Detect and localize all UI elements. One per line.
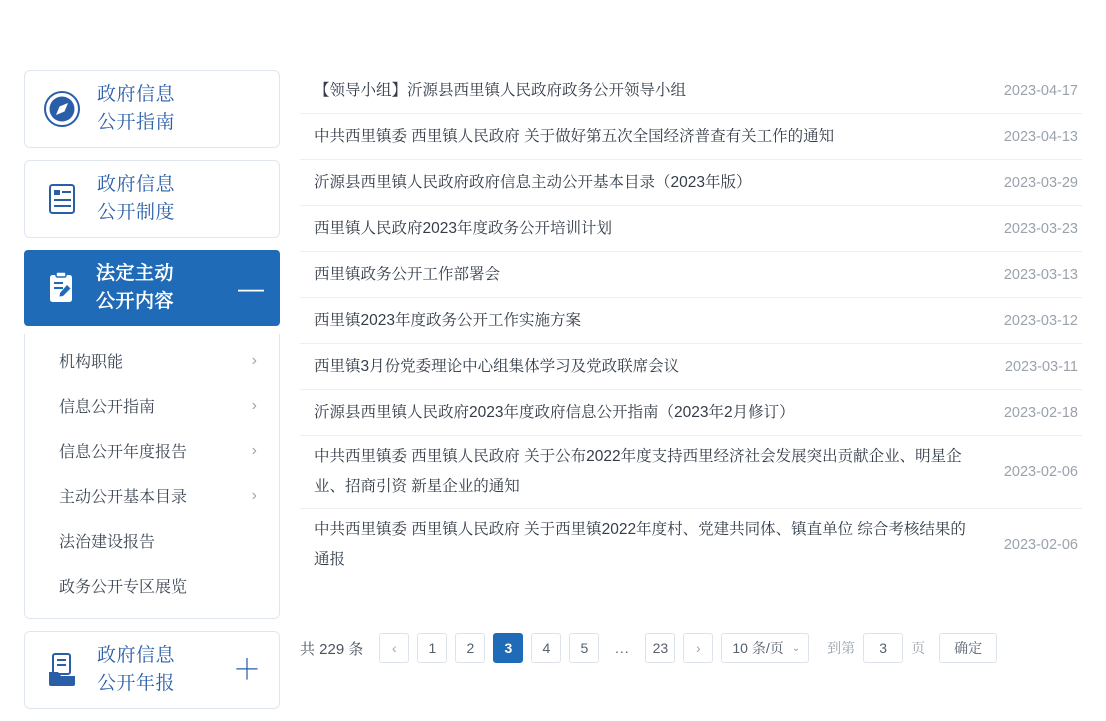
list-item-title[interactable]: 中共西里镇委 西里镇人民政府 关于公布2022年度支持西里经济社会发展突出贡献企业、明星企业、招商引资 新星企业的通知 xyxy=(314,448,962,495)
sidebar-item-label: 信息公开指南 xyxy=(59,399,156,416)
list-item-title[interactable]: 沂源县西里镇人民政府2023年度政府信息公开指南（2023年2月修订） xyxy=(314,403,795,421)
sidebar-card-system[interactable] xyxy=(24,160,280,238)
list-item[interactable] xyxy=(300,114,1082,160)
sidebar-item-xinxi-gongkai-zhinan[interactable] xyxy=(25,383,279,428)
page-size-select[interactable] xyxy=(721,633,809,663)
list-item[interactable] xyxy=(300,252,1082,298)
list-item[interactable] xyxy=(300,509,1082,581)
clipboard-pen-icon xyxy=(38,265,84,311)
list-item[interactable] xyxy=(300,298,1082,344)
sidebar-item-label: 信息公开年度报告 xyxy=(59,444,188,461)
sidebar-item-zhuanqu-zhanlan[interactable] xyxy=(25,563,279,608)
prev-page-button[interactable]: ‹ xyxy=(379,633,409,663)
list-item[interactable] xyxy=(300,68,1082,114)
sidebar-card-statutory[interactable] xyxy=(24,250,280,326)
chevron-right-icon: › xyxy=(251,441,257,459)
sidebar-item-label: 政务公开专区展览 xyxy=(59,579,188,596)
document-list-icon xyxy=(39,176,85,222)
sidebar-item-jigou-zhineng[interactable] xyxy=(25,338,279,383)
list-item-date: 2023-03-23 xyxy=(1003,220,1078,237)
sidebar-item-label: 法治建设报告 xyxy=(59,534,156,551)
sidebar-card-guide-line1: 政府信息 xyxy=(97,84,176,105)
page-button-3[interactable]: 3 xyxy=(493,633,523,663)
sidebar-card-statutory-head[interactable] xyxy=(24,250,280,326)
list-item-title[interactable]: 中共西里镇委 西里镇人民政府 关于西里镇2022年度村、党建共同体、镇直单位 综合考核结果的通报 xyxy=(314,521,966,568)
sidebar-item-label: 机构职能 xyxy=(59,354,124,371)
page-ellipsis[interactable]: ... xyxy=(615,640,630,656)
list-item-date: 2023-03-29 xyxy=(1003,174,1078,191)
chevron-right-icon: › xyxy=(251,396,257,414)
pagination xyxy=(300,633,1090,663)
list-item[interactable] xyxy=(300,344,1082,390)
list-item[interactable] xyxy=(300,436,1082,509)
sidebar-card-statutory-line2: 公开内容 xyxy=(96,291,175,312)
list-item-title[interactable]: 【领导小组】沂源县西里镇人民政府政务公开领导小组 xyxy=(314,81,687,99)
list-item-title[interactable]: 西里镇政务公开工作部署会 xyxy=(314,265,501,283)
sidebar-card-annual-line1: 政府信息 xyxy=(97,645,176,666)
page-button-4[interactable]: 4 xyxy=(531,633,561,663)
list-item-title[interactable]: 西里镇人民政府2023年度政务公开培训计划 xyxy=(314,219,612,237)
list-item-date: 2023-02-06 xyxy=(1003,537,1078,553)
sidebar-card-statutory-line1: 法定主动 xyxy=(96,263,175,284)
sidebar-item-fazhi-jianshe[interactable] xyxy=(25,518,279,563)
chevron-right-icon: › xyxy=(251,486,257,504)
article-list xyxy=(300,68,1082,581)
page-size-value: 10 条/页 xyxy=(732,640,784,656)
page-button-2[interactable]: 2 xyxy=(455,633,485,663)
list-item-date: 2023-03-12 xyxy=(1003,312,1078,329)
sidebar-card-guide-title xyxy=(97,81,175,137)
list-item-date: 2023-04-13 xyxy=(1003,128,1078,145)
page-button-23[interactable]: 23 xyxy=(645,633,675,663)
collapse-toggle-icon[interactable]: — xyxy=(238,273,264,303)
page-button-1[interactable]: 1 xyxy=(417,633,447,663)
jump-label: 到第 xyxy=(827,640,856,656)
sidebar-item-niandu-baogao[interactable] xyxy=(25,428,279,473)
sidebar-submenu xyxy=(24,334,280,619)
folder-doc-icon xyxy=(39,647,85,693)
chevron-down-icon: ⌄ xyxy=(791,642,801,654)
sidebar xyxy=(24,70,280,721)
list-item-title[interactable]: 西里镇2023年度政务公开工作实施方案 xyxy=(314,311,581,329)
sidebar-card-annual-line2: 公开年报 xyxy=(97,673,176,694)
list-item-date: 2023-03-11 xyxy=(1004,358,1078,375)
jump-to-page xyxy=(827,633,925,663)
sidebar-card-system-line1: 政府信息 xyxy=(97,174,176,195)
list-item-title[interactable]: 中共西里镇委 西里镇人民政府 关于做好第五次全国经济普查有关工作的通知 xyxy=(314,127,835,145)
list-item[interactable] xyxy=(300,206,1082,252)
jump-unit: 页 xyxy=(911,640,926,656)
sidebar-card-system-line2: 公开制度 xyxy=(97,202,176,223)
sidebar-card-statutory-title xyxy=(96,260,174,316)
jump-page-input[interactable]: 3 xyxy=(863,633,903,663)
list-item-date: 2023-02-18 xyxy=(1003,404,1078,421)
sidebar-item-jiben-mulu[interactable] xyxy=(25,473,279,518)
list-item[interactable] xyxy=(300,390,1082,436)
confirm-button[interactable]: 确定 xyxy=(939,633,997,663)
sidebar-card-system-head[interactable] xyxy=(25,161,279,237)
next-page-button[interactable]: › xyxy=(683,633,713,663)
expand-toggle-icon[interactable]: ＋ xyxy=(232,654,261,685)
sidebar-card-guide-head[interactable] xyxy=(25,71,279,147)
list-item-title[interactable]: 沂源县西里镇人民政府政府信息主动公开基本目录（2023年版） xyxy=(314,173,752,191)
sidebar-item-label: 主动公开基本目录 xyxy=(59,489,188,506)
sidebar-card-annual[interactable] xyxy=(24,631,280,709)
list-item-date: 2023-02-06 xyxy=(1003,464,1078,480)
list-item-date: 2023-04-17 xyxy=(1003,82,1078,99)
list-item-date: 2023-03-13 xyxy=(1003,266,1078,283)
page-button-5[interactable]: 5 xyxy=(569,633,599,663)
list-item[interactable] xyxy=(300,160,1082,206)
total-count-label: 共 229 条 xyxy=(300,640,364,658)
sidebar-card-annual-title xyxy=(97,642,175,698)
list-item-title[interactable]: 西里镇3月份党委理论中心组集体学习及党政联席会议 xyxy=(314,357,680,375)
chevron-right-icon: › xyxy=(251,351,257,369)
sidebar-card-guide-line2: 公开指南 xyxy=(97,112,176,133)
sidebar-card-annual-head[interactable] xyxy=(25,632,279,708)
compass-icon xyxy=(39,86,85,132)
sidebar-card-guide[interactable] xyxy=(24,70,280,148)
sidebar-card-system-title xyxy=(97,171,175,227)
